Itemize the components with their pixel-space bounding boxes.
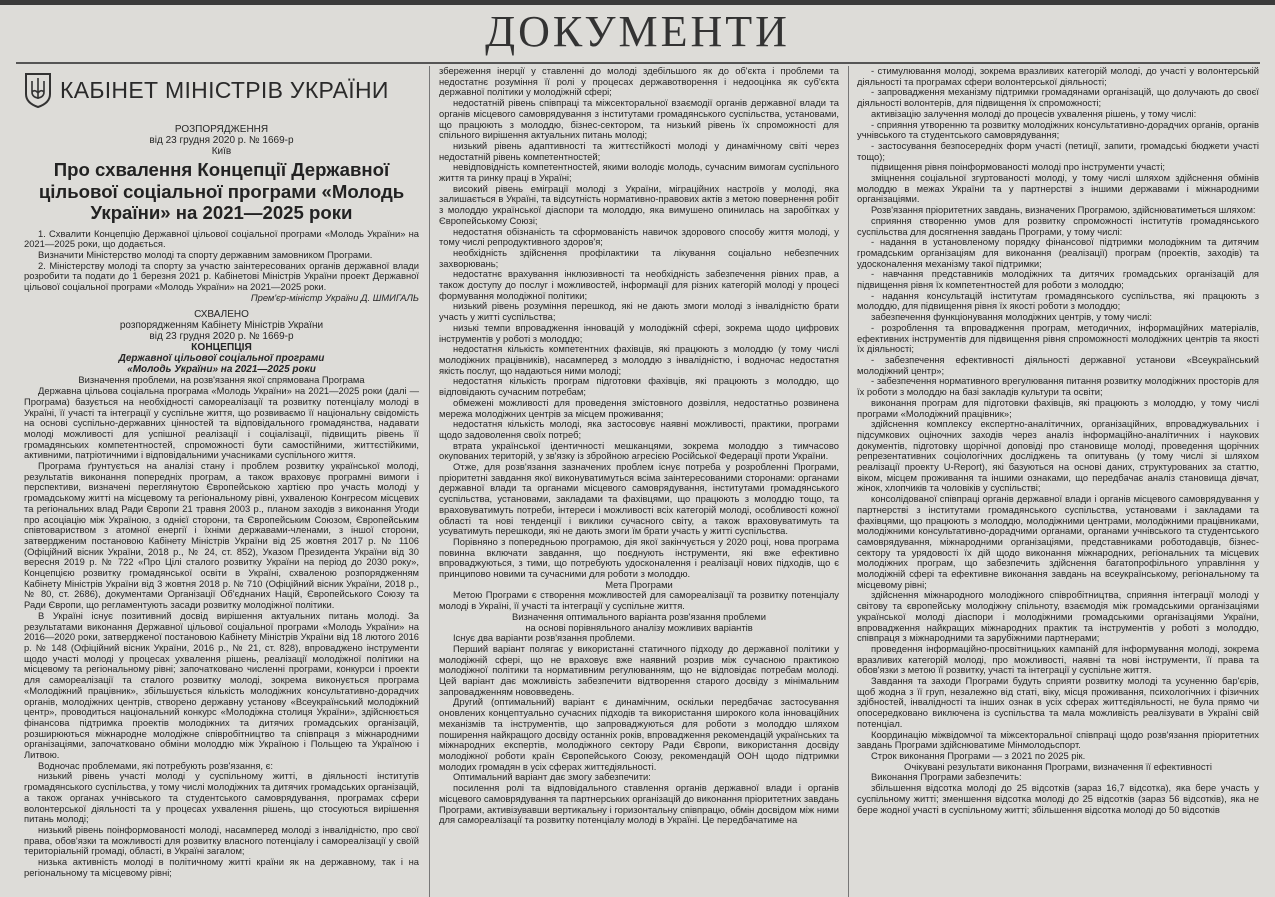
paragraph: підвищення рівня поінформованості молоді про інструменти участі;	[871, 161, 1166, 173]
paragraph: збільшення відсотка молоді до 25 відсотків (зараз 16,7 відсотка), яка бере участь у суспільному житті; зменшення відсотка молоді до 25 відсотків (зараз 56 відсотків), яка не бере жодної участі в суспільному житті; збільшення відсотка молоді до 50 відсотків	[857, 782, 1259, 815]
signature: Прем'єр-міністр України Д. ШМИГАЛЬ	[250, 291, 419, 303]
paragraph: Водночас проблемами, які потребують розв'язання, є:	[38, 759, 274, 771]
paragraph: збереження інерції у ставленні до молоді здебільшого як до об'єкта і проблеми та недостатнє розуміння її ролі у процесах державотворення і недооцінка як суб'єкта державної політики у молодіжній сфері;	[439, 66, 839, 98]
paragraph: низький рівень поінформованості молоді, насамперед молоді з інвалідністю, про свої права, обов'язки та можливості для розвитку власного потенціалу і самореалізації у своїй територіальній громаді, області, в Україні загалом;	[24, 823, 419, 857]
issuer-header	[24, 68, 419, 112]
paragraph: Отже, для розв'язання зазначених проблем існує потреба у розробленні Програми, пріоритетні завдання якої виконуватимуться всіма заінтересованими сторонами: органами державної влади та органами місцевого самоврядування, інститутами громадянського суспільства, установами, закладами та фахівцями, що працюють з молоддю тощо, та враховуватимуть потреби, інтереси і можливості всіх категорій молоді, особливості кожної області та нові тенденції і виклики сучасного світу, а також враховуватимуть та усуватимуть перешкоди, які не дають змоги їм брати участь у житті суспільства.	[439, 461, 839, 537]
paragraph: недостатній рівень співпраці та міжсекторальної взаємодії органів державної влади та органів місцевого самоврядування з інститутами громадянського суспільства, установами, що працюють з молоддю, бізнес-сектором, та низький рівень їх спроможності для спільного вирішення актуальних питань молоді;	[439, 97, 839, 141]
paragraph: обмежені можливості для проведення змістовного дозвілля, недостатньо розвинена мережа молодіжних центрів за місцем проживання;	[439, 396, 839, 419]
paragraph: низький рівень розуміння перешкод, які не дають змоги молоді з інвалідністю брати участь у житті суспільства;	[439, 300, 839, 323]
paragraph: Визначити Міністерство молоді та спорту державним замовником Програми.	[38, 248, 373, 260]
masthead-rule	[16, 62, 1260, 64]
paragraph: недостатнє врахування інклюзивності та необхідність забезпечення рівних прав, а також доступу до послуг і можливостей, інформації для різних категорій молоді у процесі формування молодіжної політики;	[439, 268, 839, 301]
paragraph: Завдання та заходи Програми будуть сприяти розвитку молоді та усуненню бар'єрів, щоб жодна з її груп, незалежно від статі, віку, місця проживання, психологічних і фізичних здібностей, інвалідності та інших ознак в усіх сферах життєдіяльності, не була прямо чи опосередковано виключена із суспільства та мала можливість реалізувати в Україні свій потенціал.	[857, 675, 1259, 729]
approved-label: СХВАЛЕНО	[194, 309, 249, 321]
column-divider	[848, 66, 849, 897]
column-3	[857, 66, 1259, 897]
col1-body	[24, 386, 419, 878]
paragraph: В Україні існує позитивний досвід вирішення актуальних питань молоді. За результатами виконання Державної цільової соціальної програми «Молодь України» на 2016—2020 роки, затвердженої постановою Кабінету Міністрів України від 18 лютого 2016 р. № 148 (Офіційний вісник України, 2016 р., № 21, ст. 828), впроваджено інструменти щодо участі молоді у процесах ухвалення рішень, реалізації молодіжної політики на місцевому та регіональному рівні; започатковано численні програми, конкурси і проекти для самореалізації та сталого розвитку молоді, зокрема виконується програма «Молодіжний працівник», збільшується кількість молодіжних консультативно-дорадчих органів, молодіжних центрів, створено державну установу «Всеукраїнський молодіжний центр», проводиться національний конкурс «Молодіжна столиця України», здійснюється фінансова підтримка проектів молодіжних та дитячих громадських організацій, розширюються міжнародне молодіжне співробітництво та співпраця з міжнародними організаціями, започатковано обміни молоддю між Україною і Польщею та Україною і Литвою.	[24, 609, 419, 761]
paragraph: здійснення комплексу експертно-аналітичних, організаційних, впроваджувальних і підсумкових оціночних заходів через аналіз інформаційно-аналітичних і наукових документів, підготовку щорічної доповіді про становище молоді, проведення щорічних репрезентативних соціологічних досліджень та опитувань (у тому числі зі шляхом реалізації проекту U-Report), які базуються на основі даних, структурованих за статтю, віком, місцем проживання та іншими ознаками, що передбачає аналіз становища дівчат, жінок, хлопчиків та чоловіків у суспільстві;	[857, 418, 1259, 494]
paragraph: необхідність здійснення профілактики та лікування соціально небезпечних захворювань;	[439, 246, 839, 269]
column-2	[439, 66, 839, 897]
paragraph: зміцнення соціальної згуртованості молоді, у тому числі шляхом здійснення обмінів молоддю в межах України та у партнерстві з іншими державами і міжнародними організаціями.	[857, 172, 1259, 205]
section-heading: Визначення проблеми, на розв'язання якої спрямована Програма	[78, 374, 365, 386]
paragraph: Порівняно з попередньою програмою, дія якої закінчується у 2020 році, нова програма повинна включати завдання, що поєднують інструменти, які вже ефективно впроваджуються, з тими, що потребують удосконалення і реалізації нових підходів, що є принципово новими та сучасними для роботи з молоддю.	[439, 535, 839, 580]
paragraph: Програма ґрунтується на аналізі стану і проблем розвитку української молоді, результатів виконання попередніх програм, а також враховує програмні вимоги і перспективи, визначені переглянутою Європейською хартією про участь молоді у громадському житті на місцевому та регіональному рівні, ухваленою Конгресом місцевих та регіональних влад Ради Європи 21 травня 2003 р., планом заходів з виконання Угоди про асоціацію між Україною, з однієї сторони, та Європейським Союзом, Європейським співтовариством з атомної енергії і їхніми державами-членами, з іншої сторони, затвердженим постановою Кабінету Міністрів України від 25 жовтня 2017 р. № 1106 (Офіційний вісник України, 2018 р., № 24, ст. 852), Указом Президента України від 30 вересня 2019 р. № 722 «Про Цілі сталого розвитку України на період до 2030 року», Концепцією розвитку громадянської освіти в Україні, схваленою розпорядженням Кабінету Міністрів України від 3 жовтня 2018 р. № 710 (Офіційний вісник України, 2018 р., № 80, ст. 2686), документами Організації Об'єднаних Націй, Європейського Союзу та Ради Європи, що регламентують засади розвитку молодіжної політики.	[24, 460, 419, 611]
paragraph: недостатня кількість молоді, яка застосовує наявні можливості, практики, програми щодо задоволення своїх потреб;	[439, 418, 839, 440]
paragraph: здійснення міжнародного молодіжного співробітництва, сприяння інтеграції молоді у світову та європейську молодіжну спільноту, взаємодія між громадськими організаціями української молоді діаспори і молодіжними громадськими організаціями України, впровадження найкращих міжнародних практик та інструментів у роботі з молоддю, співпраця з міжнародними та зарубіжними партнерами;	[857, 589, 1259, 644]
approved-by: розпорядженням Кабінету Міністрів України	[119, 320, 324, 332]
paragraph: - запровадження механізму підтримки громадянами організацій, що долучають до своєї діяльності волонтерів, для підвищення їх спроможності;	[857, 86, 1259, 109]
paragraph: - розроблення та впровадження програм, методичних, інформаційних матеріалів, ефективних інструментів для підвищення рівня спроможності молодіжних центрів та якості їх діяльності;	[857, 321, 1259, 355]
paragraph: - забезпечення нормативного врегулювання питання розвитку молодіжних просторів для їх роботи з молоддю на базі закладів культури та освіти;	[857, 375, 1259, 398]
paragraph: Строк виконання Програми — з 2021 по 2025 рік.	[871, 750, 1086, 761]
paragraph: Виконання Програми забезпечить:	[871, 771, 1022, 783]
paragraph: Перший варіант полягає у використанні статичного підходу до державної політики у молодіжній сфері, що не враховує вже наявний розрив між сучасною практикою молодіжної політики та нормативним регулюванням, що не відповідає потребам молоді. Цей варіант дає можливість забезпечити відтворення старого досвіду з мінімальним запровадженням нововведень.	[439, 642, 839, 697]
approved-date: від 23 грудня 2020 р. № 1669-р	[149, 331, 294, 343]
paragraph: проведення інформаційно-просвітницьких кампаній для інформування молоді, зокрема вразливих категорій молоді, про можливості, наявні та нові інструменти, її права та обов'язки з метою її розвитку, участі та інтеграції у суспільне життя.	[857, 642, 1259, 676]
paragraph: 1. Схвалити Концепцію Державної цільової соціальної програми «Молодь України» на 2021—2025 роки, що додається.	[24, 227, 419, 250]
paragraph: - забезпечення ефективності діяльності державної установи «Всеукраїнський молодіжний центр»;	[857, 353, 1259, 376]
paragraph: недостатня кількість компетентних фахівців, які працюють з молоддю (у тому числі молодіжних працівників), насамперед з молоддю з інвалідністю, і водночас недостатня якість послуг, що надаються ними молоді;	[439, 343, 839, 376]
order-date: від 23 грудня 2020 р. № 1669-р	[149, 135, 294, 146]
column-1	[24, 66, 419, 897]
paragraph: Метою Програми є створення можливостей для самореалізації та розвитку потенціалу молоді в Україні, її участі та інтеграції у суспільне життя.	[439, 589, 839, 612]
paragraph: втрата української ідентичності мешканцями, зокрема молоддю з тимчасово окупованих територій, у зв'язку із збройною агресією Російської Федерації проти України.	[439, 439, 839, 462]
paragraph: Координацію міжвідомчої та міжсекторальної співпраці щодо розв'язання пріоритетних завдань Програми здійснюватиме Мінмолодьспорт.	[857, 728, 1259, 751]
section-heading: Мета Програми	[605, 578, 673, 590]
paragraph: високий рівень еміграції молоді з України, міграційних настроїв у молоді, яка залишається в Україні, та відсутність нормативно-правових актів з метою повернення робіт з молоддю української діаспори та молоддю, яка вимушено опинилась на заробітках у Європейському Союзі;	[439, 182, 839, 226]
paragraph: забезпечення функціонування молодіжних центрів, у тому числі:	[871, 311, 1152, 323]
issuer-name: КАБІНЕТ МІНІСТРІВ УКРАЇНИ	[60, 76, 389, 103]
paragraph: низький рівень участі молоді у суспільному житті, в діяльності інститутів громадянського суспільства, у тому числі молодіжних та дитячих громадських організацій, а також органах учнівського та студентського самоврядування, програмах сфери волонтерської діяльності та у процесах ухвалення рішень, що стосуються вирішення питань молоді;	[24, 770, 419, 825]
order-city: Київ	[211, 146, 232, 157]
coat-of-arms-icon	[24, 72, 52, 108]
paragraph: - застосування безпосередніх форм участі (петиції, запити, громадські бюджети участі тощо);	[857, 139, 1259, 162]
paragraph: Державна цільова соціальна програма «Молодь України» на 2021—2025 роки (далі — Програма) базується на необхідності самореалізації та розвитку потенціалу молоді в Україні, її участі та інтеграції у суспільне життя, що розвиваємо її національну свідомість на основі суспільно-державних цінностей та відповідального громадянства, надавати молоді можливості для успішної реалізації і соціалізації, підвищить рівень її громадянських компетентностей, спроможності бути самостійними, життєстійкими, активними, патріотичними і відповідальними учасниками суспільного життя.	[24, 385, 419, 461]
concept-subtitle: «Молодь України» на 2021—2025 роки	[127, 364, 316, 376]
paragraph: низький рівень адаптивності та життєстійкості молоді у динамічному світі через недостатній рівень компетентностей;	[439, 139, 839, 162]
paragraph: Розв'язання пріоритетних завдань, визначених Програмою, здійснюватиметься шляхом:	[871, 204, 1256, 216]
paragraph: низькі темпи впровадження інновацій у молодіжній сфері, зокрема щодо цифрових інструментів у роботі з молоддю;	[439, 321, 839, 344]
section-heading: Очікувані результати виконання Програми, визначення її ефективності	[904, 760, 1212, 772]
paragraph: 2. Міністерству молоді та спорту за участю заінтересованих органів державної влади розробити та подати до 1 березня 2021 р. Кабінетові Міністрів України проект Державної цільової соціальної програми «Молодь України» на 2021—2025 роки.	[24, 259, 419, 293]
paragraph: активізацію залучення молоді до процесів ухвалення рішень, у тому числі:	[871, 107, 1197, 119]
order-headline: Про схвалення Концепції Державної цільової соціальної програми «Молодь України» на 2021—2025 роки	[38, 159, 405, 223]
order-type: РОЗПОРЯДЖЕННЯ	[174, 124, 269, 135]
paragraph: виконання програм для підготовки фахівців, які працюють з молоддю, у тому числі програми «Молодіжний працівник»;	[857, 396, 1259, 419]
concept-subtitle: Державної цільової соціальної програми	[118, 353, 325, 365]
paragraph: недостатня обізнаність та сформованість навичок здорового способу життя молоді, у тому числі репродуктивного здоров'я;	[439, 225, 839, 248]
paragraph: невідповідність компетентностей, якими володіє молодь, сучасним вимогам суспільного життя та ринку праці в Україні;	[439, 161, 839, 184]
section-heading: на основі порівняльного аналізу можливих варіантів	[525, 621, 753, 633]
paragraph: Оптимальний варіант дає змогу забезпечити:	[453, 771, 651, 783]
paragraph: - надання консультацій інститутам громадянського суспільства, які працюють з молоддю, для підвищення рівня їх якості роботи з молоддю;	[857, 289, 1259, 312]
paragraph: Другий (оптимальний) варіант є динамічним, оскільки передбачає застосування оновлених концептуально сучасних підходів та використання широкого кола інноваційних механізмів та інструментів, що запроваджуються для роботи з молоддю шляхом поширення найкращого досвіду останніх років, впровадження рекомендацій українських та міжнародних експертів, молодіжного сектору Ради Європи, використання досвіду молодіжної роботи країн Європейського Союзу, рекомендацій ООН щодо підтримки молодих громадян в усіх сферах життєдіяльності.	[439, 696, 839, 772]
paragraph: Існує два варіанти розв'язання проблеми.	[453, 632, 636, 644]
paragraph: недостатня кількість програм підготовки фахівців, які працюють з молоддю, що відповідають сучасним потребам;	[439, 375, 839, 398]
section-masthead: ДОКУМЕНТИ	[485, 7, 790, 56]
concept-title: КОНЦЕПЦІЯ	[191, 342, 252, 354]
paragraph: - надання в установленому порядку фінансової підтримки молодіжним та дитячим громадським організаціям для виконання (реалізації) програм (проектів, заходів) та удосконалення механізму такої підтримки;	[857, 236, 1259, 269]
section-heading: Визначення оптимального варіанта розв'язання проблеми	[512, 610, 766, 622]
paragraph: - сприяння утворенню та розвитку молодіжних консультативно-дорадчих органів, органів учнівського та студентського самоврядування;	[857, 118, 1259, 141]
paragraph: - навчання представників молодіжних та дитячих громадських організацій для підвищення рівня їх компетентностей для роботи з молоддю;	[857, 268, 1259, 291]
column-divider	[429, 66, 430, 897]
paragraph: - стимулювання молоді, зокрема вразливих категорій молоді, до участі у волонтерській діяльності та програмах сфери волонтерської діяльності;	[857, 66, 1259, 87]
paragraph: посилення ролі та відповідального ставлення органів державної влади і органів місцевого самоврядування та партнерських організацій до виконання пріоритетних завдань Програми, активізувавши вертикальну і горизонтальну співпрацю, обмін досвідом між ними для самореалізації та розвитку потенціалу молоді в Україні. Це передбачатиме на	[439, 782, 839, 826]
paragraph: низька активність молоді в політичному житті країни як на державному, так і на регіональному та місцевому рівні;	[24, 856, 419, 878]
paragraph: сприяння створенню умов для розвитку спроможності інститутів громадянського суспільства для досягнення завдань Програми, у тому числі:	[857, 214, 1259, 237]
paragraph: консолідованої співпраці органів державної влади і органів місцевого самоврядування у партнерстві з інститутами громадянського суспільства, установами і закладами та фахівцями, що працюють з молоддю, молодіжними центрами, молодіжними працівниками, молодіжними консультативно-дорадчими органами, органами учнівського та студентського самоврядування, міжнародними організаціями, представниками роботодавців, бізнес-сектору та урядовості їх дій щодо виконання міжнародних, регіональних та місцевих молодіжних програм, що забезпечить здійснення багатопрофільного управління у молодіжній сфері та ефективне виконання завдань на всеукраїнському, регіональному та місцевому рівні;	[857, 493, 1259, 590]
